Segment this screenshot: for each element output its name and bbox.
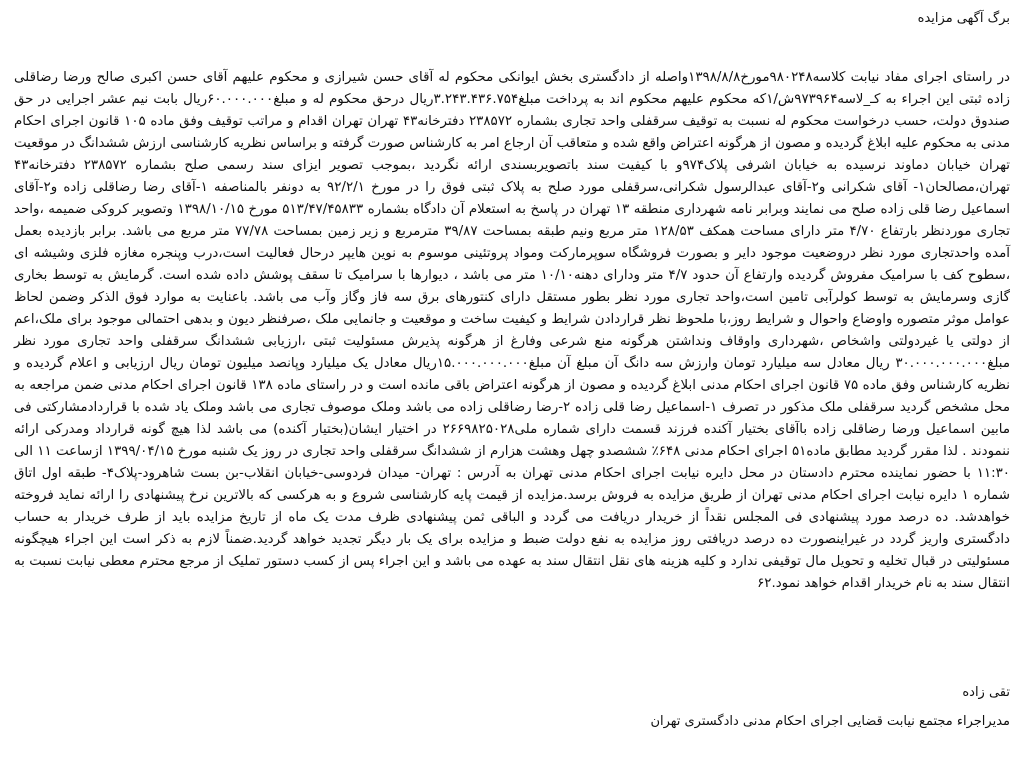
document-title: برگ آگهی مزایده <box>917 11 1010 26</box>
document-body: در راستای اجرای مفاد نیابت کلاسه۹۸۰۲۴۸مورخ۱۳۹۸/۸/۸واصله از دادگستری بخش ایوانکی محکوم له آقای حسن شیرازی و محکوم علیهم آقای حسن اکبری صالح ورضا رضاقلی زاده ثبتی این اجراء به کـ_لاسه۹۷۳۹۶۴ش/۱که محکوم علیهم محکوم اند به پرداخت مبلغ۳.۲۴۳.۴۳۶.۷۵۴ریال درحق محکوم له و مبلغ۶۰.۰۰۰.۰۰۰ریال بابت نیم عشر اجرایی در حق صندوق دولت، حسب درخواست محکوم له نسبت به توقیف سرقفلی واحد تجاری بشماره ۲۳۸۵۷۲ دفترخانه۴۳ تهران تهران اقدام و مراتب توقیف وفق ماده ۱۰۵ قانون اجرای احکام مدنی به محکوم علیه ابلاغ گردیده و مصون از هرگونه اعتراض واقع شده و متعاقب آن ارجاع امر به کارشناس صورت گرفته و براساس نظریه کارشناسی ارزش ششدانگ در موقعیت تهران خیابان دماوند نرسیده به خیابان اشرفی پلاک۹۷۴و با کیفیت سند باتصویربسندی ارائه نگردید ،بموجب تصویر ایزای سند رسمی صلح بشماره ۲۳۸۵۷۲ دفترخانه۴۳ تهران،مصالحان۱- آقای شکرانی و۲-آقای عبدالرسول شکرانی،سرقفلی مورد صلح به پلاک ثبتی فوق را در مورخ ۹۲/۲/۱ به دونفر بالمناصفه ۱-آقای رضا رضاقلی زاده و۲-آقای اسماعیل رضا قلی زاده صلح می نمایند وبرابر نامه شهرداری منطقه ۱۳ تهران در پاسخ به استعلام آن دادگاه بشماره ۵۱۳/۴۷/۴۵۸۳۳ مورخ ۱۳۹۸/۱۰/۱۵ وتصویر کروکی ضمیمه ،واحد تجاری موردنظر بارتفاع ۴/۷۰ متر دارای مساحت همکف ۱۲۸/۵۳ متر مربع ونیم طبقه بمساحت ۳۹/۸۷ مترمربع و زیر زمین بمساحت ۷۷/۷۸ متر مربع می باشد. برابر بازدیده بعمل آمده واحدتجاری مورد نظر دروضعیت موجود دایر و بصورت فروشگاه سوپرمارکت ومواد پروتئینی موسوم به نوین هایپر درحال فعالیت است،درب وپنجره مغازه فلزی وشیشه ای ،سطوح کف با سرامیک مفروش گردیده وارتفاع آن حدود ۴/۷ متر ودارای دهنه۱۰/۱۰ متر می باشد ، دیوارها با سرامیک تا سقف پوشش داده شده است. گرمایش به توسط بخاری گازی وسرمایش به توسط کولرآبی تامین است،واحد تجاری مورد نظر بطور مستقل دارای کنتورهای برق سه فاز وگاز وآب می باشد. باعنایت به موارد فوق الذکر وضمن لحاظ عوامل موثر متصوره واوضاع واحوال و شرایط روز،با ملحوظ نظر قراردادن شرایط و کیفیت ساخت و موقعیت و جانمایی ملک ،صرفنظر دیون و بدهی احتمالی موجود برای ملک،اعم از دولتی یا غیردولتی واشخاص ،شهرداری واوقاف ونداشتن هرگونه منع شرعی وفارغ از هرگونه پذیرش مسئولیت ثبتی ،ارزیابی ششدانگ سرقفلی واحد تجاری مورد نظر مبلغ۳۰.۰۰۰.۰۰۰.۰۰۰ ریال معادل سه میلیارد تومان وارزش سه دانگ آن مبلغ آن مبلغ۱۵.۰۰۰.۰۰۰.۰۰۰ریال معادل یک میلیارد وپانصد میلیون تومان ریال ارزیابی و اعلام گردیده و نظریه کارشناس وفق ماده ۷۵ قانون اجرای احکام مدنی ابلاغ گردیده و مصون از هرگونه اعتراض باقی مانده است و در راستای ماده ۱۳۸ قانون اجرای احکام مدنی ضمن مراجعه به محل مشخص گردید سرقفلی ملک مذکور در تصرف ۱-اسماعیل رضا قلی زاده ۲-رضا رضاقلی زاده می باشد وملک موصوف تجاری می باشد وملک یاد شده با قراردادمشارکتی فی مابین اسماعیل ورضا رضاقلی زاده باآقای بختیار آکنده فرزند قسمت دارای شماره ملی۲۶۶۹۸۲۵۰۲۸ در اختیار ایشان(بختیار آکنده) می باشد لذا هیچ گونه قرارداد ومدرکی ارائه ننمودند . لذا مقرر گردید مطابق ماده۵۱ اجرای احکام مدنی ۶۴۸٪ ششصدو چهل وهشت هزارم از ششدانگ سرقفلی واحد تجاری در روز یک شنبه مورخ ۱۳۹۹/۰۴/۱۵ ازساعت ۱۱ الی ۱۱:۳۰ با حضور نماینده محترم دادستان در محل دایره نیابت اجرای احکام مدنی تهران به آدرس : تهران- میدان فردوسی-خیابان انقلاب-بن بست شاهرود-پلاک۴- طبقه اول اتاق شماره ۱ دایره نیابت اجرای احکام مدنی تهران از طریق مزایده به فروش برسد.مزایده از قیمت پایه کارشناسی شروع و به هرکسی که بالاترین نرخ پیشنهادی را ارائه نماید فروخته خواهدشد. ده درصد مورد پیشنهادی فی المجلس نقداً از خریدار دریافت می گردد و الباقی ثمن پیشنهادی ظرف مدت یک ماه از تاریخ مزایده باید از طرف خریدار به حساب دادگستری واریز گردد در غیراینصورت ده درصد دریافتی روز مزایده به نفع دولت ضبط و مزایده برای یک بار دیگر تجدید خواهد گردید.ضمناً لازم به ذکر است این اجراء هیچگونه مسئولیتی در قبال تخلیه و تحویل مال توقیفی ندارد و کلیه هزینه های نقل انتقال سند به عهده می باشد و این اجراء پس از کسب دستور تملیک از مرجع محترم معطی نیابت نسبت به انتقال سند به نام خریدار اقدام خواهد نمود.۶۲ <box>14 70 1011 591</box>
signatory-name: تقی زاده <box>962 685 1010 700</box>
signatory-title: مدیراجراء مجتمع نیابت قضایی اجرای احکام مدنی دادگستری تهران <box>650 714 1010 729</box>
